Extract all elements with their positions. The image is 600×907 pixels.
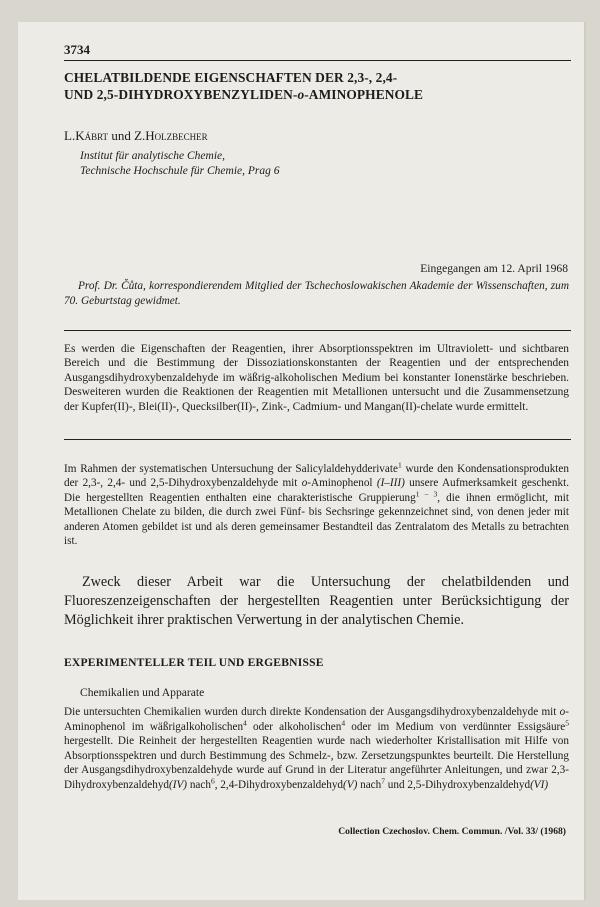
journal-footer: Collection Czechoslov. Chem. Commun. /Vol. 33/ (1968) xyxy=(338,826,566,837)
authors: L.Kábrt und Z.Holzbecher xyxy=(64,128,208,143)
subsection-heading: Chemikalien und Apparate xyxy=(80,686,205,699)
section-heading: EXPERIMENTELLER TEIL UND ERGEBNISSE xyxy=(64,656,324,669)
title-line-1: CHELATBILDENDE EIGENSCHAFTEN DER 2,3-, 2,4- xyxy=(64,70,398,85)
affiliation: Institut für analytische Chemie, Technische Hochschule für Chemie, Prag 6 xyxy=(80,150,280,177)
article-title xyxy=(64,69,584,103)
page-number: 3734 xyxy=(64,42,90,57)
author-1: Kábrt xyxy=(75,128,109,143)
body-paragraph: Die untersuchten Chemikalien wurden durch direkte Kondensation der Ausgangsdihydroxybenzaldehyde mit o-Aminophenol im wäßrigalkoholischen$^4$ oder alkoholischen$^4$ oder im Medium von verdünnter Essigsäure$^5$ hergestellt. Die Reinheit der hergestellten Reagentien wurde nach wiederholter Kristallisation mit Hilfe von Absorptionsspektren und durch Bestimmung des Schmelz-, bzw. Zersetzungspunktes beurteilt. Die Herstellung der Ausgangsdihydroxybenzaldehyde wurde auf Grund in der Literatur angeführter Anleitungen, und zwar 2,3-Dihydroxybenzaldehyd(IV) nach$^6$, 2,4-Dihydroxybenzaldehyd(V) nach$^7$ und 2,5-Dihydroxybenzaldehyd(VI) xyxy=(64,706,569,791)
dedication: Prof. Dr. Čůta, korrespondierendem Mitglied der Tschechoslowakischen Akademie der Wissenschaften, zum 70. Geburtstag gewidmet. xyxy=(64,280,569,307)
received-date: Eingegangen am 12. April 1968 xyxy=(420,262,568,275)
page-header xyxy=(64,40,571,61)
divider-bottom xyxy=(64,439,571,440)
purpose-paragraph: Zweck dieser Arbeit war die Untersuchung der chelatbildenden und Fluoreszenzeigenschaften der hergestellten Reagentien unter Berücksichtigung der Möglichkeit ihrer praktischen Verwertung in der analytischen Chemie. xyxy=(64,574,569,628)
author-2: Holzbecher xyxy=(145,128,208,143)
intro-paragraph: Im Rahmen der systematischen Untersuchung der Salicylaldehydderivate$^1$ wurde den Kondensationsprodukten der 2,3-, 2,4- und 2,5-Dihydroxybenzaldehyde mit o-Aminophenol (I–III) unsere Aufmerksamkeit geschenkt. Die hergestellten Reagentien enthalten eine charakteristische Gruppierung$^{1 - 3}$, die ihnen ermöglicht, mit Metallionen Chelate zu bilden, die durch zwei Fünf- bis Sechsringe gekennzeichnet sind, von denen jeder mit anderen Atomen gebildet ist und als deren gemeinsamer Bestandteil das Zentralatom des Metalls zu betrachten ist. xyxy=(64,460,570,548)
title-line-2: UND 2,5-DIHYDROXYBENZYLIDEN-o-AMINOPHENOLE xyxy=(64,87,424,102)
abstract: Es werden die Eigenschaften der Reagentien, ihrer Absorptionsspektren im Ultraviolett- und sichtbaren Bereich und die Bestimmung der Dissoziationskonstanten der Reagentien und der entsprechenden Ausgangsdihydroxybenzaldehyde im wäßrig-alkoholischen Medium bei konstanter Ionenstärke beschrieben. Desweiteren wurden die Reaktionen der Reagentien mit Metallionen untersucht und die Zusammensetzung der Kupfer(II)-, Blei(II)-, Quecksilber(II)-, Zink-, Cadmium- und Mangan(II)-chelate wurde ermittelt. xyxy=(64,343,569,413)
divider-top xyxy=(64,330,571,331)
